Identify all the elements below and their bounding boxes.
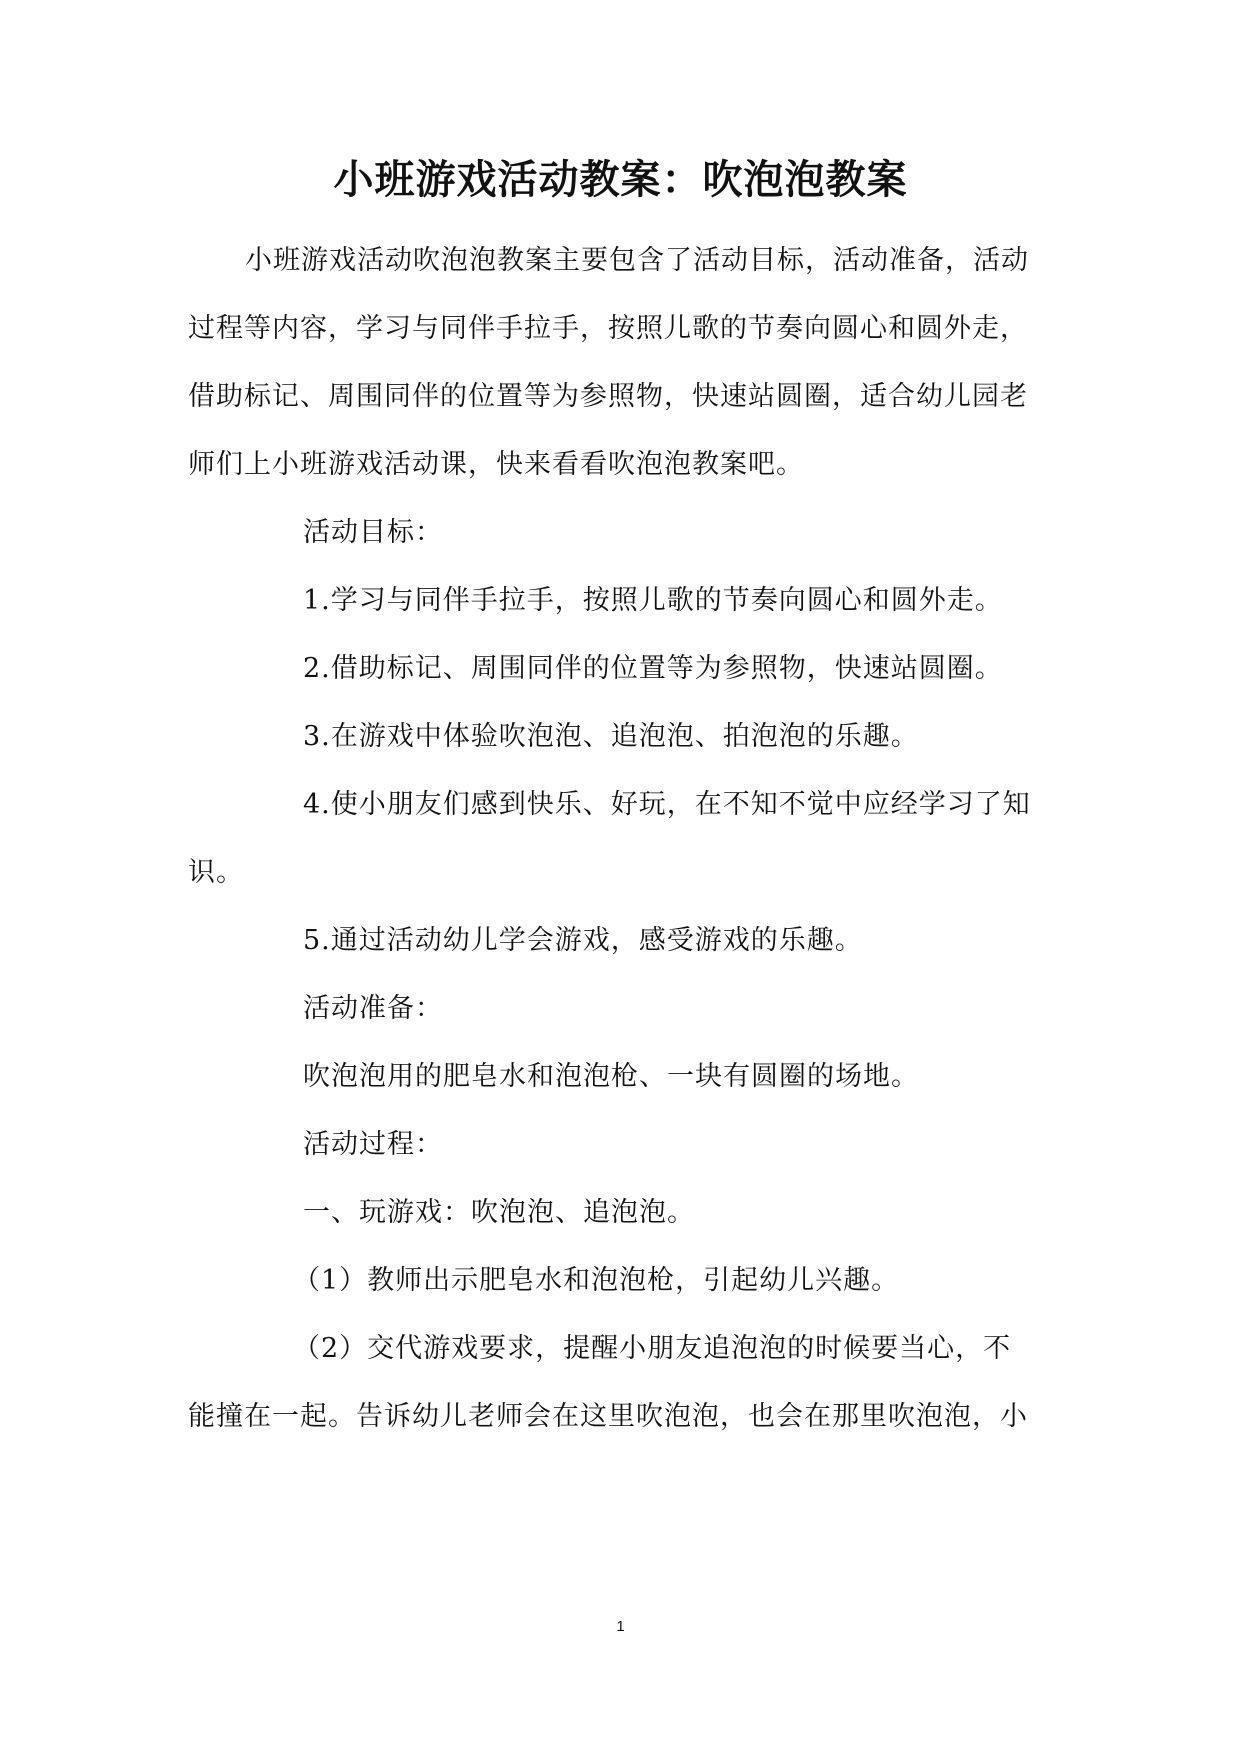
goal-item: 4.使小朋友们感到快乐、好玩，在不知不觉中应经学习了知 bbox=[303, 789, 1031, 820]
prep-text: 吹泡泡用的肥皂水和泡泡枪、一块有圆圈的场地。 bbox=[303, 1061, 919, 1092]
process-substep: （1）教师出示肥皂水和泡泡枪，引起幼儿兴趣。 bbox=[293, 1265, 900, 1296]
prep-heading: 活动准备： bbox=[303, 993, 443, 1024]
page-number: 1 bbox=[616, 1618, 625, 1635]
goal-item: 3.在游戏中体验吹泡泡、追泡泡、拍泡泡的乐趣。 bbox=[303, 721, 919, 752]
process-heading: 活动过程： bbox=[303, 1129, 443, 1160]
goals-heading: 活动目标： bbox=[303, 517, 443, 548]
process-substep-continuation: 能撞在一起。告诉幼儿老师会在这里吹泡泡，也会在那里吹泡泡，小 bbox=[188, 1401, 1028, 1432]
intro-line: 小班游戏活动吹泡泡教案主要包含了活动目标，活动准备，活动 bbox=[245, 245, 1029, 276]
process-substep: （2）交代游戏要求，提醒小朋友追泡泡的时候要当心，不 bbox=[293, 1333, 1012, 1364]
goal-item: 2.借助标记、周围同伴的位置等为参照物，快速站圆圈。 bbox=[303, 653, 1003, 684]
document-title: 小班游戏活动教案：吹泡泡教案 bbox=[333, 156, 908, 203]
process-step: 一、玩游戏：吹泡泡、追泡泡。 bbox=[303, 1197, 695, 1228]
goal-item-continuation: 识。 bbox=[188, 857, 244, 888]
intro-line: 借助标记、周围同伴的位置等为参照物，快速站圆圈，适合幼儿园老 bbox=[188, 381, 1028, 412]
goal-item: 1.学习与同伴手拉手，按照儿歌的节奏向圆心和圆外走。 bbox=[303, 585, 1003, 616]
goal-item: 5.通过活动幼儿学会游戏，感受游戏的乐趣。 bbox=[303, 925, 863, 956]
intro-line: 过程等内容，学习与同伴手拉手，按照儿歌的节奏向圆心和圆外走， bbox=[188, 313, 1028, 344]
intro-line: 师们上小班游戏活动课，快来看看吹泡泡教案吧。 bbox=[188, 449, 804, 480]
